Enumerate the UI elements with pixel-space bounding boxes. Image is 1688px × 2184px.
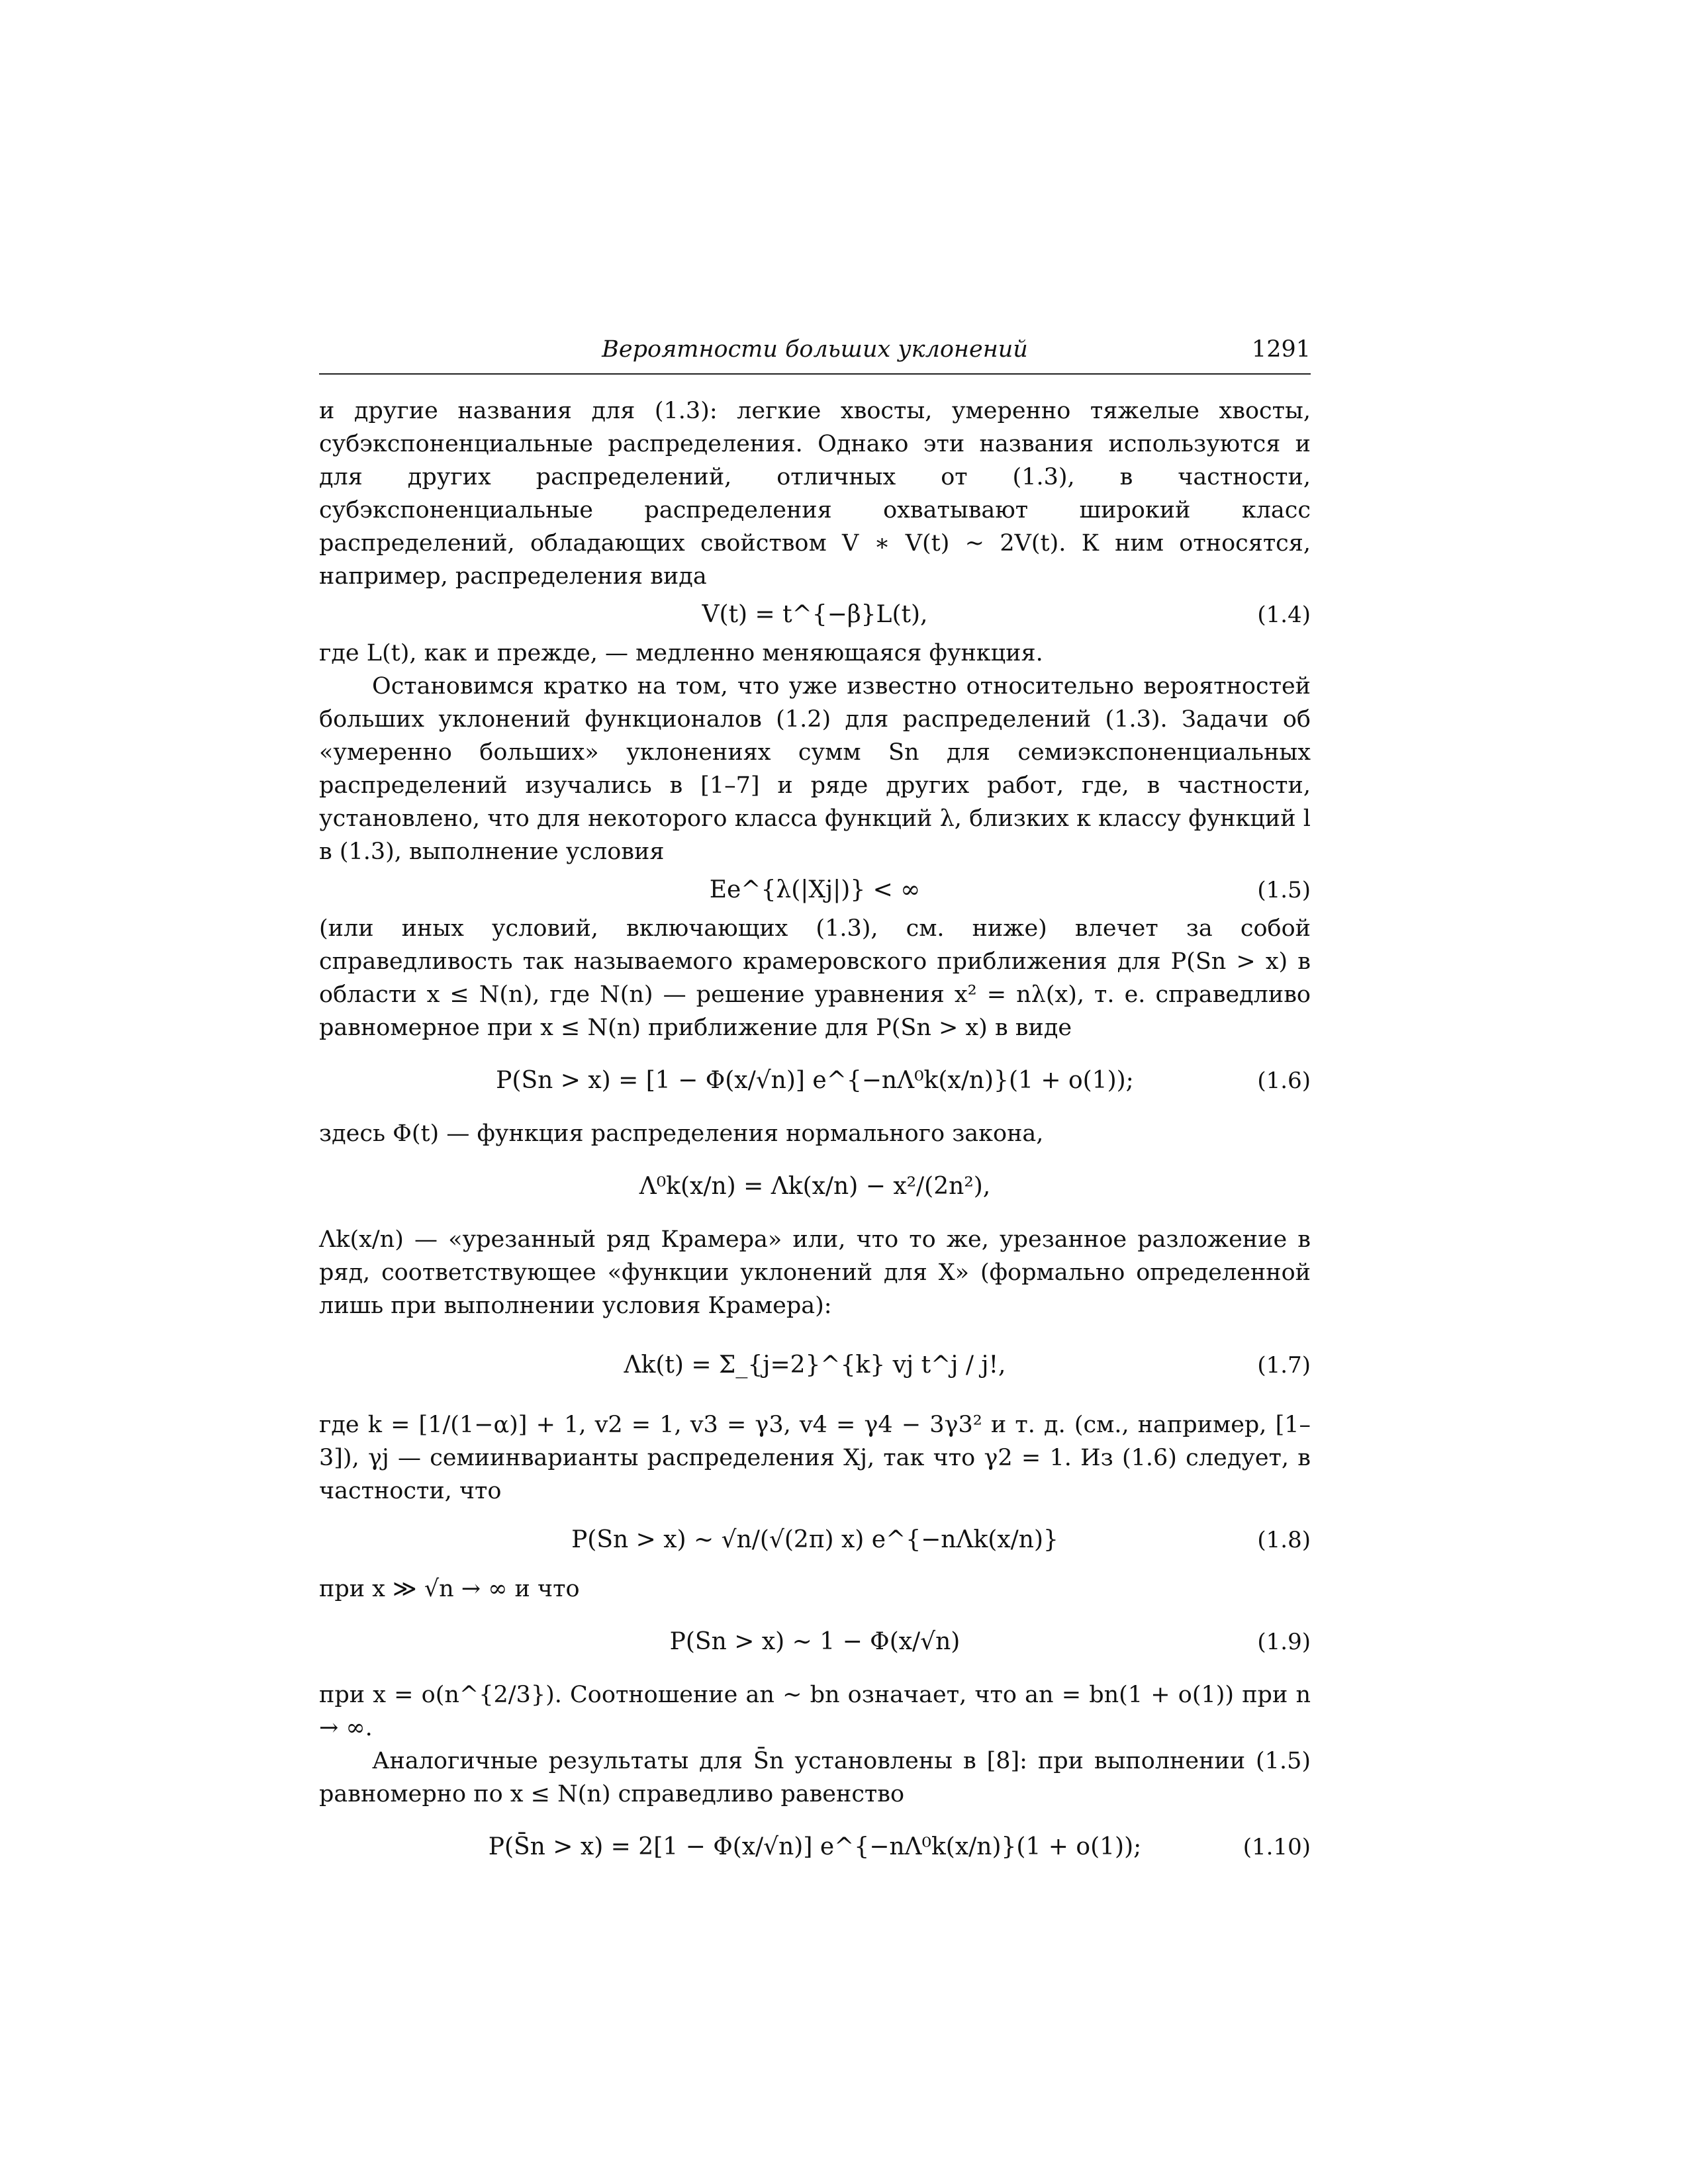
equation-1-9	[319, 1625, 1311, 1659]
equation-1-4-formula: V(t) = t^{−β}L(t),	[702, 601, 928, 628]
equation-lambda-zero	[319, 1170, 1311, 1203]
equation-1-5-formula: Ee^{λ(|Xj|)} < ∞	[709, 876, 921, 903]
equation-tag-1-10: (1.10)	[1243, 1834, 1311, 1860]
equation-tag-1-8: (1.8)	[1257, 1527, 1311, 1553]
equation-tag-1-9: (1.9)	[1257, 1629, 1311, 1655]
equation-tag-1-4: (1.4)	[1257, 602, 1311, 628]
paragraph-1: и другие названия для (1.3): легкие хвосты, умеренно тяжелые хвосты, субэкспоненциальные распределения. Однако эти названия используются и для других распределений, отличных от (1.3), в частности, субэкспоненциальные распределения охватывают широкий класс распределений, обладающих свойством V ∗ V(t) ~ 2V(t). К ним относятся, например, распределения вида	[319, 398, 1311, 590]
equation-1-9-formula: P(Sn > x) ~ 1 − Φ(x/√n)	[669, 1628, 961, 1655]
body-text	[319, 394, 1311, 1864]
equation-1-10	[319, 1831, 1311, 1864]
paragraph-3: Остановимся кратко на том, что уже известно относительно вероятностей больших уклонений функционалов (1.2) для распределений (1.3). Задачи об «умеренно больших» уклонениях сумм Sn для семиэкспоненциальных распределений изучались в [1–7] и ряде других работ, где, в частности, установлено, что для некоторого класса функций λ, близких к классу функций l в (1.3), выполнение условия	[319, 673, 1311, 865]
running-title: Вероятности больших уклонений	[602, 336, 1028, 363]
paragraph-9: при x = o(n^{2/3}). Соотношение an ~ bn означает, что an = bn(1 + o(1)) при n → ∞.	[319, 1682, 1311, 1741]
equation-tag-1-6: (1.6)	[1257, 1068, 1311, 1094]
equation-1-10-formula: P(S̄n > x) = 2[1 − Φ(x/√n)] e^{−nΛ⁰k(x/n)}(1 + o(1));	[488, 1833, 1142, 1860]
equation-lambda-zero-formula: Λ⁰k(x/n) = Λk(x/n) − x²/(2n²),	[639, 1173, 991, 1200]
equation-1-7-formula: Λk(t) = Σ_{j=2}^{k} vj t^j / j!,	[624, 1351, 1006, 1379]
equation-1-6	[319, 1064, 1311, 1097]
paragraph-5: здесь Φ(t) — функция распределения нормального закона,	[319, 1120, 1044, 1147]
equation-1-5	[319, 874, 1311, 907]
equation-1-4	[319, 598, 1311, 631]
equation-1-8	[319, 1524, 1311, 1557]
paragraph-2: где L(t), как и прежде, — медленно меняющаяся функция.	[319, 640, 1043, 666]
equation-tag-1-7: (1.7)	[1257, 1352, 1311, 1379]
paragraph-7: где k = [1/(1−α)] + 1, v2 = 1, v3 = γ3, v4 = γ4 − 3γ3² и т. д. (см., например, [1–3]), γj — семиинварианты распределения Xj, так что γ2 = 1. Из (1.6) следует, в частности, что	[319, 1412, 1311, 1504]
paragraph-6: Λk(x/n) — «урезанный ряд Крамера» или, что то же, урезанное разложение в ряд, соответствующее «функции уклонений для X» (формально определенной лишь при выполнении условия Крамера):	[319, 1226, 1311, 1319]
equation-1-8-formula: P(Sn > x) ~ √n/(√(2π) x) e^{−nΛk(x/n)}	[571, 1526, 1058, 1553]
page-number: 1291	[1251, 336, 1311, 363]
paragraph-8: при x ≫ √n → ∞ и что	[319, 1576, 580, 1602]
running-head	[319, 336, 1311, 375]
paragraph-4: (или иных условий, включающих (1.3), см. ниже) влечет за собой справедливость так называемого крамеровского приближения для P(Sn > x) в области x ≤ N(n), где N(n) — решение уравнения x² = nλ(x), т. е. справедливо равномерное при x ≤ N(n) приближение для P(Sn > x) в виде	[319, 915, 1311, 1041]
equation-1-6-formula: P(Sn > x) = [1 − Φ(x/√n)] e^{−nΛ⁰k(x/n)}(1 + o(1));	[496, 1067, 1134, 1094]
equation-1-7	[319, 1349, 1311, 1382]
paragraph-10: Аналогичные результаты для S̄n установлены в [8]: при выполнении (1.5) равномерно по x ≤ N(n) справедливо равенство	[319, 1748, 1311, 1807]
page	[319, 336, 1311, 1884]
equation-tag-1-5: (1.5)	[1257, 877, 1311, 903]
